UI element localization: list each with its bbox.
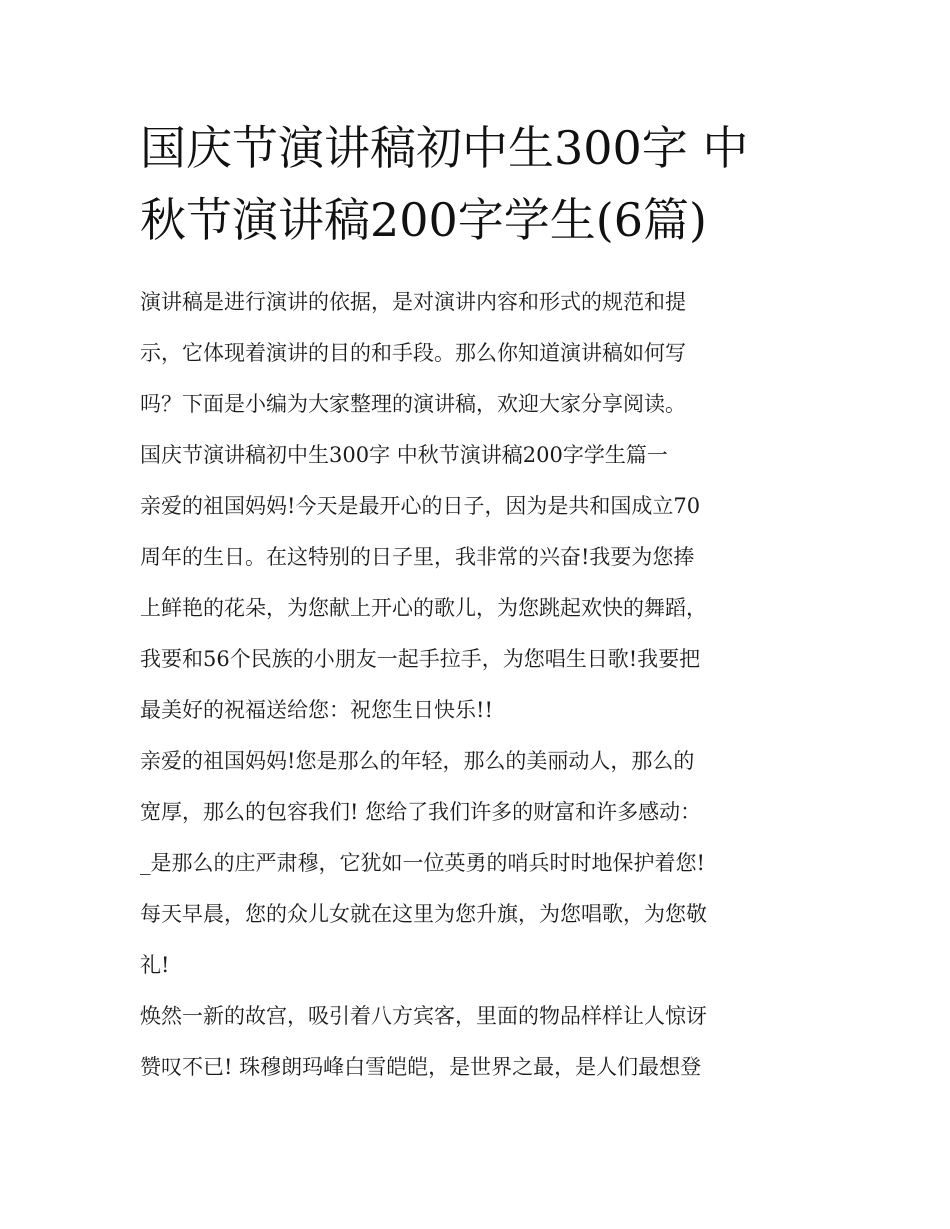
document-body xyxy=(140,277,820,1093)
body-line: 我要和56个民族的小朋友一起手拉手，为您唱生日歌!我要把 xyxy=(140,647,701,671)
body-line: 焕然一新的故宫，吸引着八方宾客，里面的物品样样让人惊讶 xyxy=(140,1004,707,1028)
body-line: 宽厚，那么的包容我们! 您给了我们许多的财富和许多感动： xyxy=(140,800,702,824)
body-line: 赞叹不已! 珠穆朗玛峰白雪皑皑，是世界之最，是人们最想登 xyxy=(140,1055,702,1079)
body-line: 礼! xyxy=(140,953,170,977)
body-line: 周年的生日。在这特别的日子里，我非常的兴奋!我要为您捧 xyxy=(140,545,695,569)
section-heading: 国庆节演讲稿初中生300字 中秋节演讲稿200字学生篇一 xyxy=(140,443,668,467)
document-title xyxy=(140,112,820,256)
body-line: 亲爱的祖国妈妈!今天是最开心的日子，因为是共和国成立70 xyxy=(140,494,701,518)
body-line: 示，它体现着演讲的目的和手段。那么你知道演讲稿如何写 xyxy=(140,341,686,365)
body-line: 吗？下面是小编为大家整理的演讲稿，欢迎大家分享阅读。 xyxy=(140,392,686,416)
body-line: 上鲜艳的花朵，为您献上开心的歌儿，为您跳起欢快的舞蹈， xyxy=(140,596,707,620)
body-line: 每天早晨，您的众儿女就在这里为您升旗，为您唱歌，为您敬 xyxy=(140,902,707,926)
body-line: 最美好的祝福送给您：祝您生日快乐!! xyxy=(140,698,493,722)
body-line: 演讲稿是进行演讲的依据，是对演讲内容和形式的规范和提 xyxy=(140,290,686,314)
title-line-1: 国庆节演讲稿初中生300字 中 xyxy=(140,121,749,175)
title-line-2: 秋节演讲稿200字学生(6篇) xyxy=(140,193,707,247)
body-line: 亲爱的祖国妈妈!您是那么的年轻，那么的美丽动人，那么的 xyxy=(140,749,695,773)
body-line: _是那么的庄严肃穆，它犹如一位英勇的哨兵时时地保护着您! xyxy=(140,851,705,875)
